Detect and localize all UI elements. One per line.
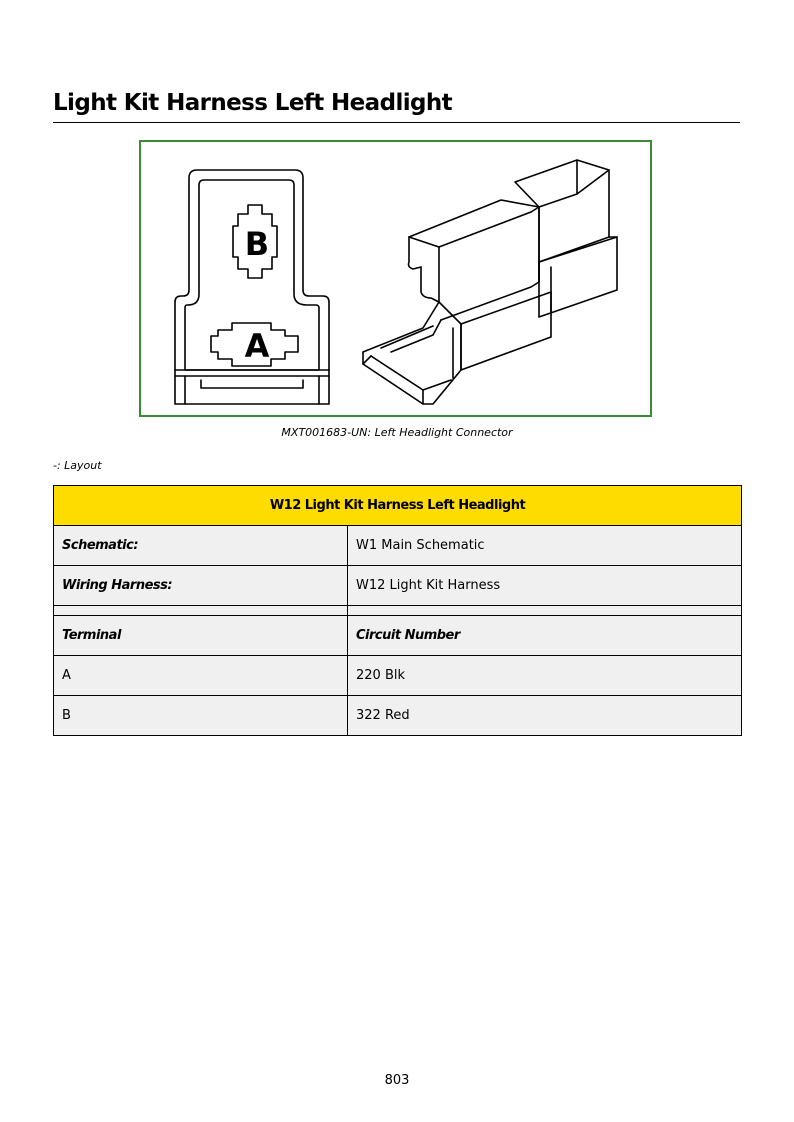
connector-latch (201, 380, 303, 388)
column-header-row (54, 616, 742, 656)
connector-isometric-view (363, 160, 617, 404)
wiring-harness-label: Wiring Harness: (54, 566, 348, 606)
harness-table (53, 485, 742, 736)
terminal-cell: A (54, 656, 348, 696)
terminal-cell: B (54, 696, 348, 736)
circuit-cell: 322 Red (348, 696, 742, 736)
title-divider (53, 122, 740, 123)
page-number: 803 (384, 1073, 410, 1088)
schematic-label: Schematic: (54, 526, 348, 566)
pin-b-label: B (244, 225, 270, 263)
pin-a-label: A (244, 327, 270, 365)
table-row (54, 696, 742, 736)
figure-caption: MXT001683-UN: Left Headlight Connector (281, 426, 513, 439)
connector-figure (139, 140, 652, 417)
circuit-cell: 220 Blk (348, 656, 742, 696)
info-row (54, 526, 742, 566)
table-row (54, 656, 742, 696)
schematic-value: W1 Main Schematic (348, 526, 742, 566)
table-heading: W12 Light Kit Harness Left Headlight (54, 486, 742, 526)
layout-label: -: Layout (53, 459, 102, 472)
wiring-harness-value: W12 Light Kit Harness (348, 566, 742, 606)
info-row (54, 566, 742, 606)
circuit-column-header: Circuit Number (348, 616, 742, 656)
page-title: Light Kit Harness Left Headlight (53, 90, 453, 116)
connector-illustration (141, 142, 650, 415)
spacer-row (54, 606, 742, 616)
terminal-column-header: Terminal (54, 616, 348, 656)
